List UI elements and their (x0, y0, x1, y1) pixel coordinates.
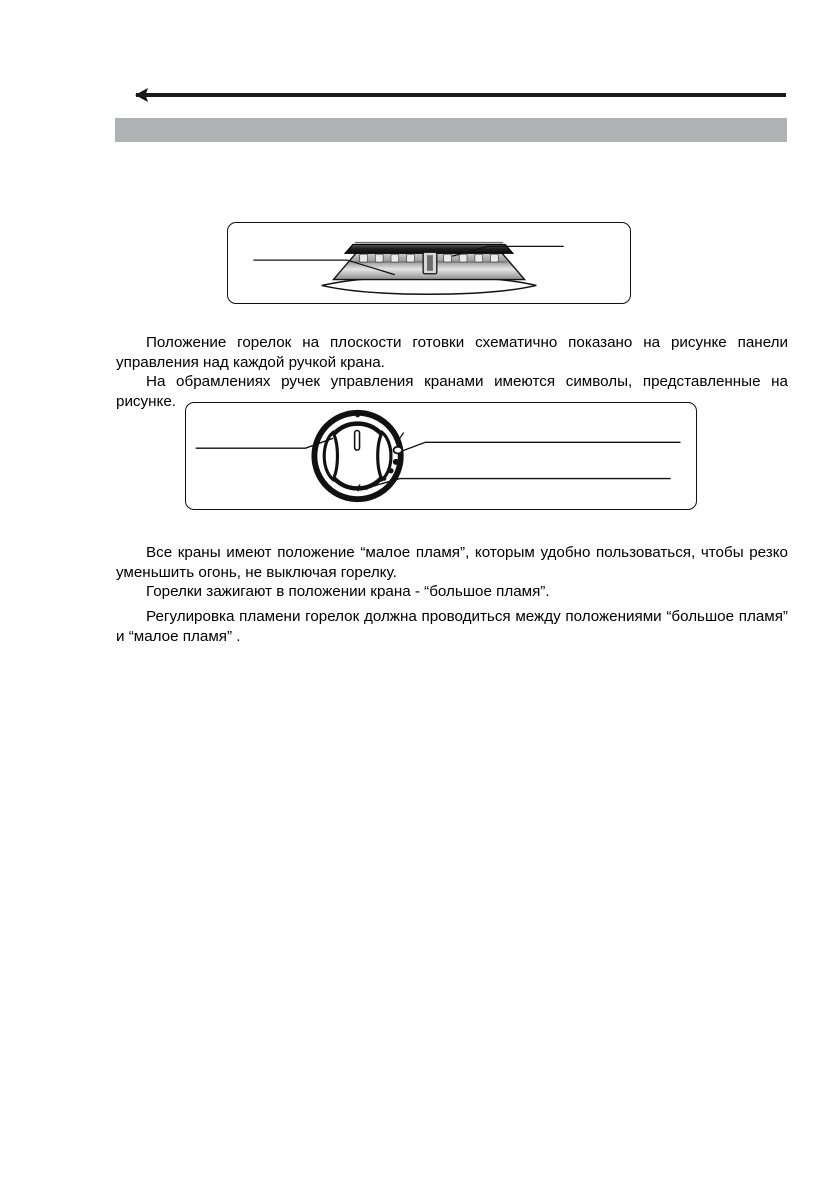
header-divider-rule (136, 93, 786, 97)
setting-dot-top (355, 412, 360, 417)
paragraph-burner-position (116, 333, 788, 372)
paragraph-text: Положение горелок на плоскости готовки схематично показано на рисунке панели управления над каждой ручкой крана. (116, 334, 788, 371)
igniter-block (423, 252, 437, 273)
paragraph-small-flame (116, 543, 788, 582)
figure-control-knob-panel (185, 402, 697, 510)
paragraph-text: Все краны имеют положение “малое пламя”, которым удобно пользоваться, чтобы резко уменьшить огонь, не выключая горелку. (116, 544, 788, 581)
paragraph-text: Горелки зажигают в положении крана - “большое пламя”. (146, 583, 550, 601)
paragraph-flame-regulation (116, 607, 788, 646)
figure-burner-cross-section (227, 222, 631, 304)
pointer-slot (355, 430, 360, 450)
leader-line-knob-upper-right (402, 442, 681, 451)
paragraph-ignition (116, 582, 788, 602)
leader-line-knob-lower-right (368, 479, 670, 488)
burner-cap (345, 243, 513, 254)
header-gray-band (115, 118, 787, 142)
paragraph-knob-symbols (116, 372, 788, 411)
paragraph-text: Регулировка пламени горелок должна проводиться между положениями “большое пламя” и “малое пламя” . (116, 608, 788, 645)
paragraph-text: На обрамлениях ручек управления кранами имеются символы, представленные на рисунке. (116, 373, 788, 410)
grip-cutout-right (378, 432, 391, 479)
knob-tick-mark (400, 432, 404, 438)
